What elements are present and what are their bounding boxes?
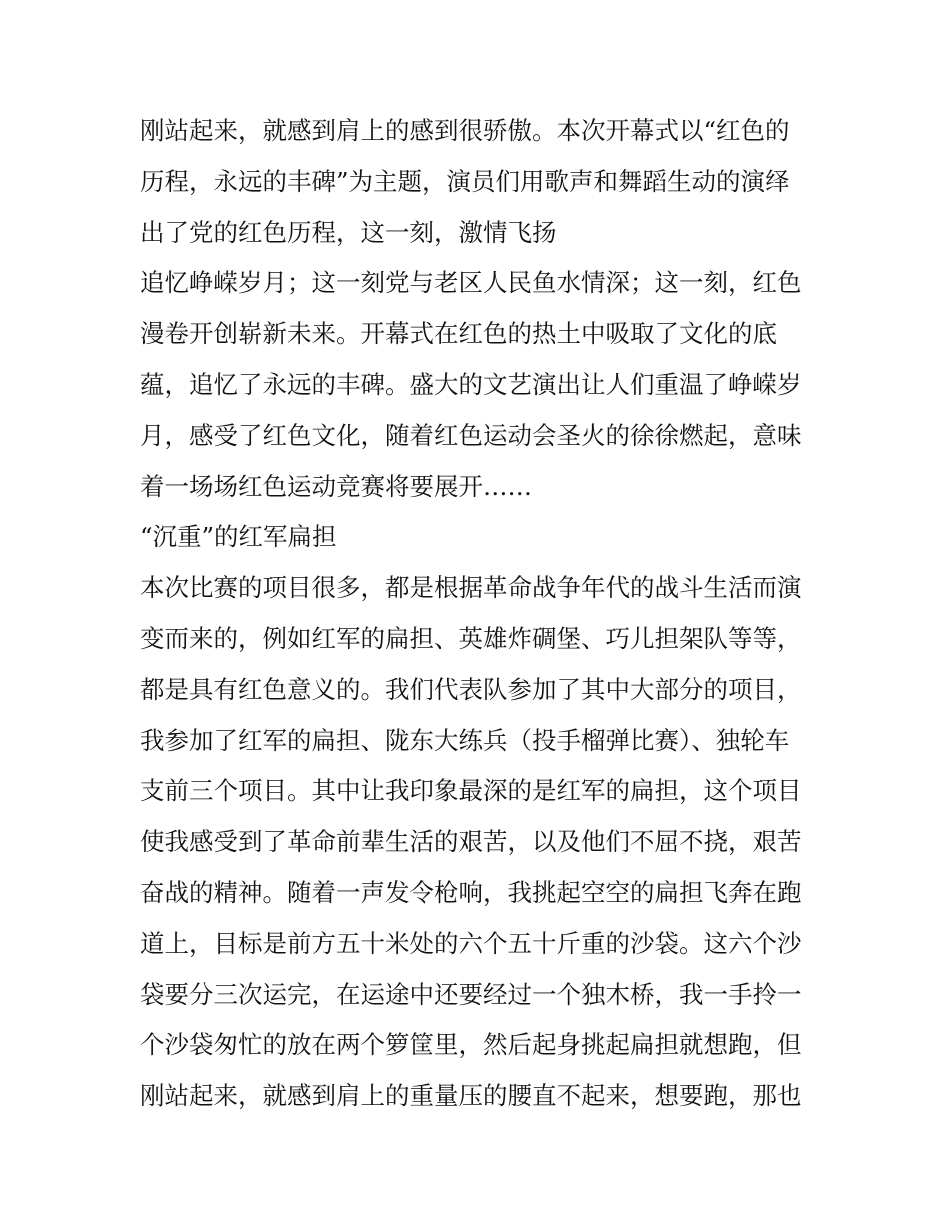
text-line: 奋战的精神。随着一声发令枪响，我挑起空空的扁担飞奔在跑 [140, 877, 802, 907]
text-line: 刚站起来，就感到肩上的重量压的腰直不起来，想要跑，那也 [140, 1081, 802, 1111]
text-line: 我参加了红军的扁担、陇东大练兵（投手榴弹比赛）、独轮车 [140, 725, 790, 755]
text-line: 都是具有红色意义的。我们代表队参加了其中大部分的项目， [140, 674, 802, 704]
text-line: 月，感受了红色文化，随着红色运动会圣火的徐徐燃起，意味 [140, 420, 802, 450]
text-line: 刚站起来，就感到肩上的感到很骄傲。本次开幕式以“红色的 [140, 116, 790, 145]
text-line: 历程，永远的丰碑”为主题，演员们用歌声和舞蹈生动的演绎 [140, 166, 790, 196]
section-heading: “沉重”的红军扁担 [140, 522, 337, 552]
text-line: 漫卷开创崭新未来。开幕式在红色的热土中吸取了文化的底 [140, 319, 777, 349]
text-line: 出了党的红色历程，这一刻，激情飞扬 [140, 217, 557, 247]
text-line: 追忆峥嵘岁月；这一刻党与老区人民鱼水情深；这一刻，红色 [140, 268, 802, 298]
text-line: 蕴，追忆了永远的丰碑。盛大的文艺演出让人们重温了峥嵘岁 [140, 369, 802, 399]
text-line: 个沙袋匆忙的放在两个箩筐里，然后起身挑起扁担就想跑，但 [140, 1030, 802, 1060]
text-line: 道上，目标是前方五十米处的六个五十斤重的沙袋。这六个沙 [140, 928, 802, 958]
text-line: 变而来的，例如红军的扁担、英雄炸碉堡、巧儿担架队等等， [140, 623, 802, 653]
text-line: 袋要分三次运完，在运途中还要经过一个独木桥，我一手拎一 [140, 979, 802, 1009]
text-line: 使我感受到了革命前辈生活的艰苦，以及他们不屈不挠，艰苦 [140, 827, 802, 857]
body-text [140, 106, 820, 1122]
text-line: 着一场场红色运动竞赛将要展开…… [140, 471, 532, 501]
text-line: 支前三个项目。其中让我印象最深的是红军的扁担，这个项目 [140, 776, 802, 806]
text-line: 本次比赛的项目很多，都是根据革命战争年代的战斗生活而演 [140, 573, 802, 603]
